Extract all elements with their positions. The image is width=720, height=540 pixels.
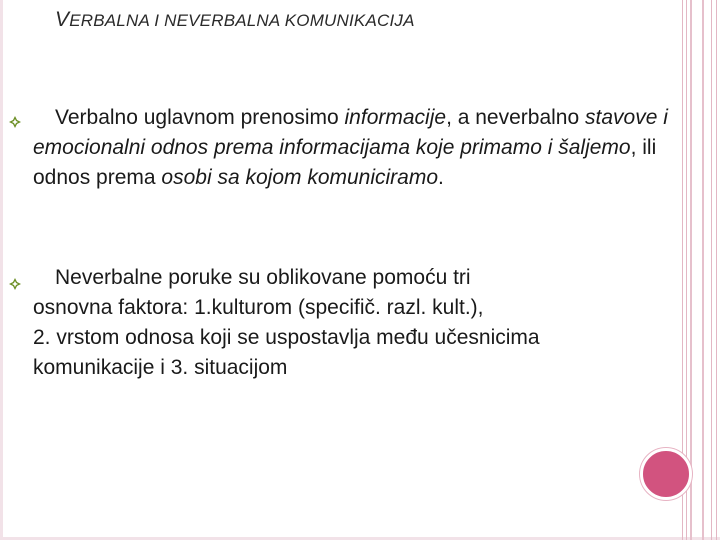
border-line xyxy=(716,0,717,540)
bullet-1-segment: , ili odnos prema xyxy=(33,136,657,189)
bullet-text-1 xyxy=(33,103,713,193)
bullet-1-segment: Verbalno uglavnom prenosimo xyxy=(55,106,345,129)
title-first-letter: V xyxy=(55,8,70,31)
bullet-1-segment: informacije xyxy=(344,106,447,129)
diamond-bullet-icon xyxy=(8,277,22,291)
bullet-2-line: 2. vrstom odnosa koji se uspostavlja među učesnicima xyxy=(33,326,540,349)
bullet-2-line: Neverbalne poruke su oblikovane pomoću tri xyxy=(55,266,471,289)
bullet-1-segment: stavove i emocionalni odnos prema informacijama koje primamo i šaljemo xyxy=(33,106,668,159)
left-frame xyxy=(0,0,3,540)
diamond-bullet-icon xyxy=(8,115,22,129)
bullet-2-line: osnovna faktora: 1.kulturom (specifič. razl. kult.), xyxy=(33,296,484,319)
bullet-1-segment: . xyxy=(438,166,444,189)
slide-title xyxy=(55,8,415,32)
title-rest: ERBALNA I NEVERBALNA KOMUNIKACIJA xyxy=(69,11,415,30)
bullet-2-line: komunikacije i 3. situacijom xyxy=(33,356,288,379)
bullet-text-2 xyxy=(33,263,713,383)
bullet-1-segment: , a neverbalno xyxy=(446,106,585,129)
decorative-circle xyxy=(640,448,692,500)
bullet-1-segment: osobi sa kojom komuniciramo xyxy=(161,166,439,189)
